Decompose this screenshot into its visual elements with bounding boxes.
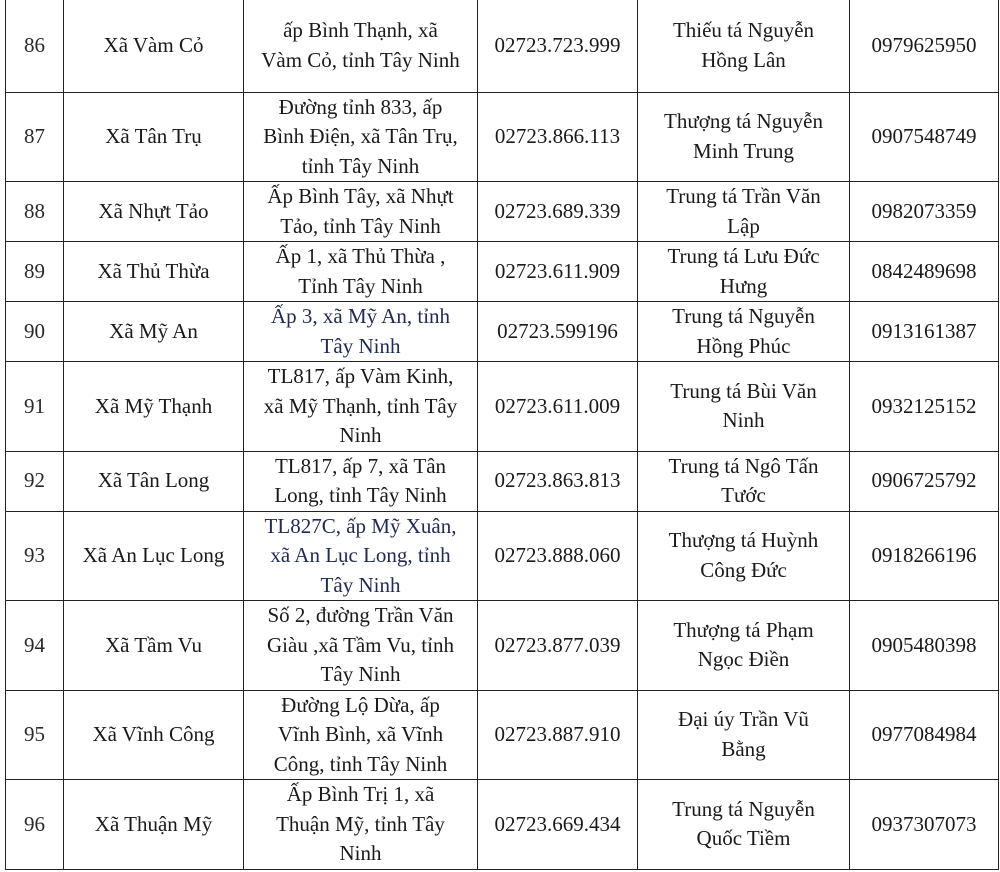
- mobile-phone-text: 0979625950: [871, 33, 977, 57]
- row-number-text: 94: [24, 632, 45, 657]
- office-phone-text: 02723.723.999: [494, 33, 621, 57]
- table-row: [6, 690, 999, 780]
- office-phone-text: 02723.599196: [497, 318, 618, 343]
- officer-name-text: Trung tá Nguyễn Quốc Tiềm: [672, 796, 815, 851]
- office-phone-cell: [478, 362, 638, 452]
- table-row: [6, 242, 999, 302]
- mobile-phone-text: 0977084984: [871, 722, 977, 746]
- address-text: TL817, ấp Vàm Kinh, xã Mỹ Thạnh, tỉnh Tây Ninh: [263, 364, 458, 447]
- commune-name-text: Xã Thủ Thừa: [97, 258, 210, 283]
- table-row: [6, 182, 999, 242]
- officer-name-text: Trung tá Trần Văn Lập: [666, 184, 821, 238]
- address-text: Ấp Bình Tây, xã Nhựt Tảo, tỉnh Tây Ninh: [267, 184, 454, 238]
- office-phone-text: 02723.866.113: [494, 124, 621, 148]
- officer-name-text: Trung tá Lưu Đức Hưng: [667, 244, 820, 298]
- office-phone-cell: [478, 511, 638, 601]
- commune-name-text: Xã Vàm Cỏ: [103, 33, 204, 57]
- address-text: TL817, ấp 7, xã Tân Long, tỉnh Tây Ninh: [274, 453, 447, 507]
- officer-name-cell: [638, 92, 850, 182]
- table-row: [6, 601, 999, 691]
- police-contact-table: [5, 0, 999, 870]
- officer-name-text: Trung tá Nguyễn Hồng Phúc: [672, 304, 815, 358]
- mobile-phone-cell: [850, 302, 999, 362]
- commune-name-cell: [64, 182, 244, 242]
- commune-name-cell: [64, 601, 244, 691]
- table-row: [6, 511, 999, 601]
- table-row: [6, 0, 999, 92]
- officer-name-text: Trung tá Ngô Tấn Tước: [668, 453, 819, 507]
- officer-name-text: Trung tá Bùi Văn Ninh: [670, 378, 817, 433]
- address-text: Ấp 1, xã Thủ Thừa , Tỉnh Tây Ninh: [275, 244, 446, 298]
- commune-name-text: Xã An Lục Long: [82, 543, 225, 567]
- officer-name-text: Đại úy Trần Vũ Bằng: [678, 707, 809, 761]
- row-number-cell: [6, 182, 64, 242]
- office-phone-cell: [478, 780, 638, 870]
- row-number-text: 92: [24, 468, 45, 493]
- commune-name-cell: [64, 780, 244, 870]
- address-text: Ấp Bình Trị 1, xã Thuận Mỹ, tỉnh Tây Ninh: [276, 782, 445, 865]
- mobile-phone-cell: [850, 451, 999, 511]
- address-cell: [244, 0, 478, 92]
- row-number-cell: [6, 0, 64, 92]
- mobile-phone-text: 0907548749: [871, 124, 977, 148]
- address-text: ấp Bình Thạnh, xã Vàm Cỏ, tỉnh Tây Ninh: [261, 18, 460, 72]
- address-cell: [244, 92, 478, 182]
- mobile-phone-text: 0932125152: [871, 393, 977, 418]
- officer-name-text: Thượng tá Phạm Ngọc Điền: [673, 617, 814, 672]
- office-phone-text: 02723.611.009: [494, 393, 621, 418]
- mobile-phone-text: 0937307073: [871, 811, 977, 836]
- officer-name-cell: [638, 302, 850, 362]
- table-row: [6, 780, 999, 870]
- mobile-phone-cell: [850, 511, 999, 601]
- office-phone-text: 02723.887.910: [494, 722, 621, 746]
- mobile-phone-text: 0842489698: [871, 258, 977, 283]
- address-cell: [244, 780, 478, 870]
- office-phone-cell: [478, 601, 638, 691]
- officer-name-cell: [638, 780, 850, 870]
- mobile-phone-text: 0906725792: [871, 468, 977, 493]
- officer-name-cell: [638, 601, 850, 691]
- address-text: TL827C, ấp Mỹ Xuân, xã An Lục Long, tỉnh Tây Ninh: [264, 513, 457, 597]
- office-phone-text: 02723.888.060: [494, 543, 621, 567]
- commune-name-cell: [64, 362, 244, 452]
- mobile-phone-cell: [850, 92, 999, 182]
- address-cell: [244, 511, 478, 601]
- commune-name-cell: [64, 92, 244, 182]
- row-number-text: 89: [24, 258, 45, 283]
- commune-name-text: Xã Vĩnh Công: [92, 722, 215, 746]
- table-row: [6, 302, 999, 362]
- address-cell: [244, 242, 478, 302]
- office-phone-cell: [478, 451, 638, 511]
- row-number-text: 91: [24, 393, 45, 418]
- commune-name-text: Xã Tầm Vu: [104, 632, 203, 657]
- mobile-phone-cell: [850, 690, 999, 780]
- officer-name-text: Thượng tá Nguyễn Minh Trung: [664, 109, 823, 163]
- office-phone-cell: [478, 242, 638, 302]
- office-phone-cell: [478, 182, 638, 242]
- officer-name-cell: [638, 182, 850, 242]
- table-row: [6, 451, 999, 511]
- commune-name-text: Xã Mỹ Thạnh: [94, 393, 213, 418]
- address-cell: [244, 302, 478, 362]
- officer-name-cell: [638, 362, 850, 452]
- address-text: Ấp 3, xã Mỹ An, tỉnh Tây Ninh: [270, 304, 451, 358]
- row-number-text: 96: [24, 811, 45, 836]
- mobile-phone-cell: [850, 601, 999, 691]
- address-text: Số 2, đường Trần Văn Giàu ,xã Tầm Vu, tỉnh Tây Ninh: [267, 603, 454, 686]
- office-phone-cell: [478, 302, 638, 362]
- address-cell: [244, 451, 478, 511]
- row-number-cell: [6, 511, 64, 601]
- office-phone-text: 02723.669.434: [494, 811, 621, 836]
- officer-name-cell: [638, 511, 850, 601]
- row-number-text: 86: [24, 33, 45, 57]
- office-phone-text: 02723.863.813: [494, 468, 621, 493]
- mobile-phone-cell: [850, 182, 999, 242]
- office-phone-cell: [478, 0, 638, 92]
- row-number-cell: [6, 451, 64, 511]
- office-phone-text: 02723.689.339: [494, 198, 621, 223]
- address-cell: [244, 690, 478, 780]
- row-number-text: 90: [24, 318, 45, 343]
- row-number-cell: [6, 690, 64, 780]
- officer-name-cell: [638, 242, 850, 302]
- mobile-phone-text: 0982073359: [871, 198, 977, 223]
- row-number-text: 95: [24, 722, 45, 746]
- row-number-text: 87: [24, 124, 45, 148]
- mobile-phone-cell: [850, 242, 999, 302]
- row-number-cell: [6, 242, 64, 302]
- commune-name-cell: [64, 242, 244, 302]
- commune-name-text: Xã Nhựt Tảo: [98, 198, 209, 223]
- officer-name-cell: [638, 451, 850, 511]
- mobile-phone-cell: [850, 0, 999, 92]
- table-body: [6, 0, 999, 869]
- mobile-phone-text: 0913161387: [871, 318, 977, 343]
- address-cell: [244, 601, 478, 691]
- commune-name-text: Xã Tân Trụ: [105, 124, 202, 148]
- address-cell: [244, 362, 478, 452]
- row-number-text: 88: [24, 198, 45, 223]
- mobile-phone-text: 0918266196: [871, 543, 977, 567]
- address-cell: [244, 182, 478, 242]
- row-number-cell: [6, 362, 64, 452]
- mobile-phone-cell: [850, 780, 999, 870]
- table-row: [6, 362, 999, 452]
- commune-name-cell: [64, 690, 244, 780]
- office-phone-text: 02723.877.039: [494, 632, 621, 657]
- commune-name-text: Xã Mỹ An: [109, 318, 198, 343]
- mobile-phone-cell: [850, 362, 999, 452]
- officer-name-text: Thiếu tá Nguyễn Hồng Lân: [672, 18, 815, 72]
- commune-name-cell: [64, 451, 244, 511]
- office-phone-cell: [478, 690, 638, 780]
- commune-name-cell: [64, 511, 244, 601]
- address-text: Đường tỉnh 833, ấp Bình Điện, xã Tân Trụ, tỉnh Tây Ninh: [263, 94, 458, 178]
- officer-name-cell: [638, 690, 850, 780]
- commune-name-text: Xã Tân Long: [97, 468, 210, 493]
- office-phone-text: 02723.611.909: [494, 258, 621, 283]
- row-number-cell: [6, 92, 64, 182]
- commune-name-cell: [64, 302, 244, 362]
- office-phone-cell: [478, 92, 638, 182]
- row-number-cell: [6, 780, 64, 870]
- officer-name-text: Thượng tá Huỳnh Công Đức: [668, 528, 819, 582]
- commune-name-text: Xã Thuận Mỹ: [94, 811, 213, 836]
- table-row: [6, 92, 999, 182]
- row-number-text: 93: [24, 543, 45, 567]
- row-number-cell: [6, 302, 64, 362]
- commune-name-cell: [64, 0, 244, 92]
- mobile-phone-text: 0905480398: [871, 632, 977, 657]
- officer-name-cell: [638, 0, 850, 92]
- row-number-cell: [6, 601, 64, 691]
- address-text: Đường Lộ Dừa, ấp Vĩnh Bình, xã Vĩnh Công, tỉnh Tây Ninh: [273, 692, 448, 776]
